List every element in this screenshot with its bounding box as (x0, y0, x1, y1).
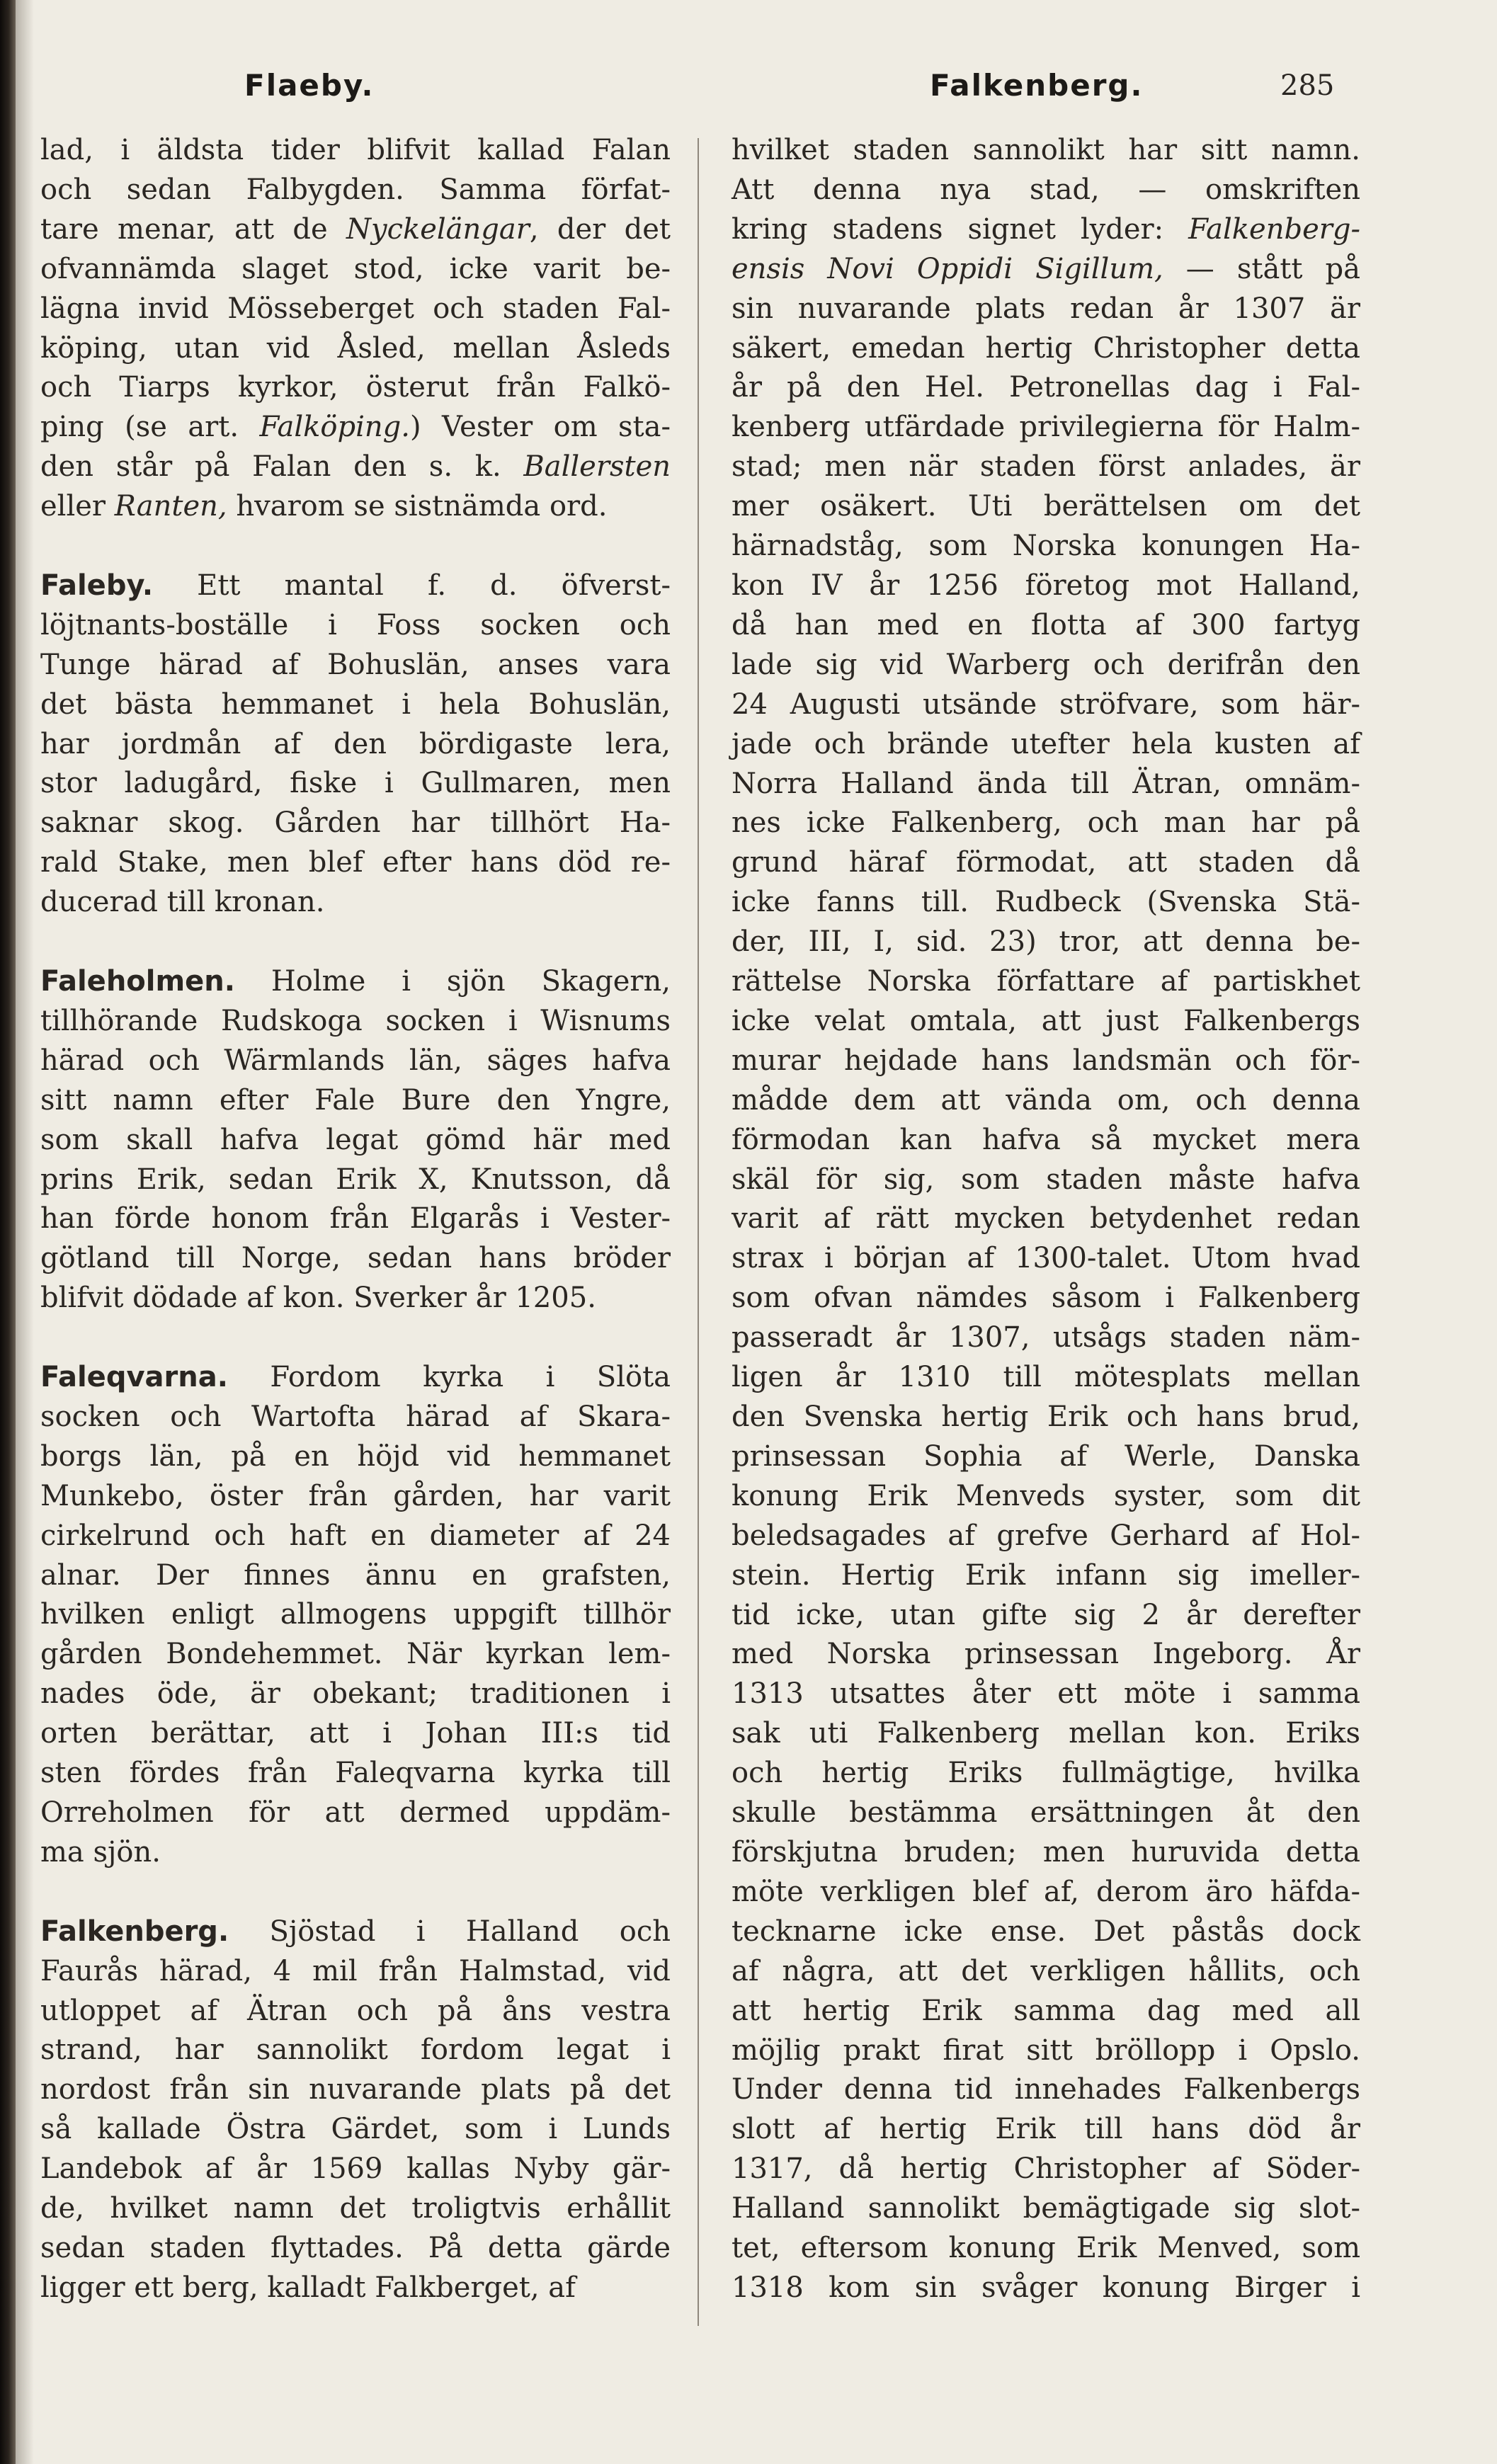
text-line: rättelse Norska författare af partiskhet (732, 965, 1360, 998)
text-line: cirkelrund och haft en diameter af 24 (40, 1519, 671, 1552)
text-line: och Tiarps kyrkor, österut från Falkö- (40, 371, 671, 404)
page-number: 285 (1280, 69, 1335, 102)
text-line: sitt namn efter Fale Bure den Yngre, (40, 1083, 671, 1117)
text-line: stad; men när staden först anlades, är (732, 450, 1360, 484)
text-line: icke fanns till. Rudbeck (Svenska Stä- (732, 886, 1360, 919)
paragraph-continuation (40, 131, 671, 527)
entry-falkenberg-continued (732, 131, 1360, 2308)
text-line: tet, eftersom konung Erik Menved, som (732, 2232, 1360, 2265)
text-line: tare menar, att de Nyckelängar, der det (40, 212, 671, 246)
text-line: socken och Wartofta härad af Skara- (40, 1400, 671, 1433)
text-line: Faurås härad, 4 mil från Halmstad, vid (40, 1954, 671, 1987)
text-line: kenberg utfärdade privilegierna för Halm- (732, 411, 1360, 444)
text-line: sten fördes från Faleqvarna kyrka till (40, 1757, 671, 1790)
text-line: slott af hertig Erik till hans död år (732, 2113, 1360, 2146)
text-line: Landebok af år 1569 kallas Nyby gär- (40, 2152, 671, 2186)
text-line: lägna invid Mösseberget och staden Fal- (40, 292, 671, 325)
entry-headword: Faleqvarna. (40, 1361, 228, 1394)
text-line: orten berättar, att i Johan III:s tid (40, 1717, 671, 1750)
text-line: saknar skog. Gården har tillhört Ha- (40, 806, 671, 840)
text-line: prinsessan Sophia af Werle, Danska (732, 1439, 1360, 1473)
text-line: skulle bestämma ersättningen åt den (732, 1796, 1360, 1830)
text-line: sin nuvarande plats redan år 1307 är (732, 292, 1360, 325)
text-line: att hertig Erik samma dag med all (732, 1994, 1360, 2027)
text-line: ma sjön. (40, 1835, 161, 1869)
text-line: nades öde, är obekant; traditionen i (40, 1677, 671, 1711)
text-line: ensis Novi Oppidi Sigillum, — stått på (732, 252, 1360, 285)
text-line: förmodan kan hafva så mycket mera (732, 1123, 1360, 1156)
text-line: köping, utan vid Åsled, mellan Åsleds (40, 331, 671, 365)
text-line: han förde honom från Elgarås i Vester- (40, 1202, 671, 1236)
text-line: hvilket staden sannolikt har sitt namn. (732, 134, 1360, 166)
text-line: sak uti Falkenberg mellan kon. Eriks (732, 1717, 1360, 1750)
text-line: Tunge härad af Bohuslän, anses vara (40, 648, 671, 681)
entry-headword: Falkenberg. (40, 1915, 229, 1948)
text-line: af några, att det verkligen hållits, och (732, 1954, 1360, 1987)
text-line: den Svenska hertig Erik och hans brud, (732, 1401, 1360, 1433)
text-line: götland till Norge, sedan hans bröder (40, 1242, 671, 1275)
right-column (732, 131, 1360, 2308)
text-line: härnadståg, som Norska konungen Ha- (732, 530, 1360, 563)
text-line: den står på Falan den s. k. Ballersten (40, 450, 671, 484)
text-line: stor ladugård, fiske i Gullmaren, men (40, 767, 671, 800)
text-line: strax i början af 1300-talet. Utom hvad (732, 1242, 1360, 1275)
text-line: gården Bondehemmet. När kyrkan lem- (40, 1638, 671, 1671)
text-line: lade sig vid Warberg och derifrån den (732, 648, 1360, 681)
text-line: der, III, I, sid. 23) tror, att denna be- (732, 925, 1360, 959)
text-line: mådde dem att vända om, och denna (732, 1083, 1360, 1117)
text-line: skäl för sig, som staden måste hafva (732, 1163, 1360, 1196)
text-line: med Norska prinsessan Ingeborg. År (732, 1638, 1360, 1671)
text-line: alnar. Der finnes ännu en grafsten, (40, 1558, 671, 1592)
text-line: mer osäkert. Uti berättelsen om det (732, 490, 1360, 523)
text-line: det bästa hemmanet i hela Bohuslän, (40, 688, 671, 721)
text-line: jade och brände utefter hela kusten af (732, 727, 1360, 760)
text-line: ping (se art. Falköping.) Vester om sta- (40, 411, 671, 444)
text-line: borgs län, på en höjd vid hemmanet (40, 1439, 671, 1473)
text-line: passeradt år 1307, utsågs staden näm- (732, 1321, 1360, 1354)
text-line: 1317, då hertig Christopher af Söder- (732, 2152, 1360, 2186)
text-line: lad, i äldsta tider blifvit kallad Falan (40, 134, 671, 166)
text-line: nes icke Falkenberg, och man har på (732, 806, 1360, 840)
text-line: sedan staden flyttades. På detta gärde (40, 2231, 671, 2264)
text-line: ducerad till kronan. (40, 886, 325, 919)
text-line: ofvannämda slaget stod, icke varit be- (40, 252, 671, 285)
left-column (40, 131, 671, 2308)
text-line: tid icke, utan gifte sig 2 år derefter (732, 1598, 1360, 1631)
text-line: eller Ranten, hvarom se sistnämda ord. (40, 490, 608, 523)
column-divider (698, 138, 699, 2326)
text-line: beledsagades af grefve Gerhard af Hol- (732, 1519, 1360, 1552)
text-line: som skall hafva legat gömd här med (40, 1123, 671, 1156)
text-line: grund häraf förmodat, att staden då (732, 846, 1360, 879)
text-line: kon IV år 1256 företog mot Halland, (732, 569, 1360, 602)
entry-falkenberg (40, 1912, 671, 2308)
text-line: prins Erik, sedan Erik X, Knutsson, då (40, 1163, 671, 1196)
text-line: ligen år 1310 till mötesplats mellan (732, 1361, 1360, 1394)
text-line: Under denna tid innehades Falkenbergs (732, 2073, 1360, 2106)
entry-faleby (40, 566, 671, 923)
text-line: har jordmån af den bördigaste lera, (40, 727, 671, 760)
text-line: år på den Hel. Petronellas dag i Fal- (732, 371, 1360, 404)
entry-headword: Faleby. (40, 569, 154, 602)
text-line: stein. Hertig Erik infann sig imeller- (732, 1558, 1360, 1592)
text-line: ligger ett berg, kalladt Falkberget, af (40, 2271, 576, 2304)
text-line: och sedan Falbygden. Samma förfat- (40, 173, 671, 206)
text-line: löjtnants-boställe i Foss socken och (40, 608, 671, 641)
text-line: 24 Augusti utsände ströfvare, som här- (732, 688, 1360, 721)
text-line: Falkenberg. Sjöstad i Halland och (40, 1915, 671, 1948)
text-line: hvilken enligt allmogens uppgift tillhör (40, 1598, 671, 1631)
text-line: strand, har sannolikt fordom legat i (40, 2034, 671, 2067)
text-line: konung Erik Menveds syster, som dit (732, 1479, 1360, 1512)
text-line: och hertig Eriks fullmägtige, hvilka (732, 1757, 1360, 1790)
book-spine-shadow (0, 0, 16, 2464)
text-line: tillhörande Rudskoga socken i Wisnums (40, 1004, 671, 1037)
text-line: möjlig prakt firat sitt bröllopp i Opslo. (732, 2034, 1360, 2067)
text-line: Munkebo, öster från gården, har varit (40, 1479, 671, 1512)
text-line: varit af rätt mycken betydenhet redan (732, 1202, 1360, 1236)
entry-faleqvarna (40, 1358, 671, 1873)
text-line: så kallade Östra Gärdet, som i Lunds (40, 2113, 671, 2146)
running-head-left: Flaeby. (244, 68, 375, 103)
text-line: 1313 utsattes åter ett möte i samma (732, 1677, 1360, 1711)
text-line: 1318 kom sin svåger konung Birger i (732, 2271, 1360, 2304)
text-line: då han med en flotta af 300 fartyg (732, 608, 1360, 641)
text-line: Orreholmen för att dermed uppdäm- (40, 1796, 671, 1830)
text-line: murar hejdade hans landsmän och för- (732, 1044, 1360, 1077)
text-line: rald Stake, men blef efter hans död re- (40, 846, 671, 879)
text-line: härad och Wärmlands län, säges hafva (40, 1044, 671, 1077)
text-line: Att denna nya stad, — omskriften (732, 173, 1360, 206)
text-line: tecknarne icke ense. Det påstås dock (732, 1915, 1360, 1948)
text-line: Faleholmen. Holme i sjön Skagern, (40, 965, 671, 998)
text-line: säkert, emedan hertig Christopher detta (732, 331, 1360, 365)
text-line: utloppet af Ätran och på åns vestra (40, 1994, 671, 2027)
text-line: de, hvilket namn det troligtvis erhållit (40, 2192, 671, 2225)
text-line: blifvit dödade af kon. Sverker år 1205. (40, 1282, 596, 1315)
text-line: nordost från sin nuvarande plats på det (40, 2073, 671, 2106)
text-line: som ofvan nämdes såsom i Falkenberg (732, 1282, 1360, 1315)
text-line: kring stadens signet lyder: Falkenberg- (732, 212, 1360, 246)
text-line: möte verkligen blef af, derom äro häfda- (732, 1875, 1360, 1908)
text-line: Halland sannolikt bemägtigade sig slot- (732, 2192, 1360, 2225)
text-line: icke velat omtala, att just Falkenbergs (732, 1004, 1360, 1037)
text-line: Faleby. Ett mantal f. d. öfverst- (40, 569, 671, 602)
text-line: Faleqvarna. Fordom kyrka i Slöta (40, 1361, 671, 1394)
gutter-shade (16, 0, 34, 2464)
entry-faleholmen (40, 962, 671, 1318)
text-line: förskjutna bruden; men huruvida detta (732, 1835, 1360, 1869)
running-head-right: Falkenberg. (930, 68, 1144, 103)
text-line: Norra Halland ända till Ätran, omnäm- (732, 767, 1360, 800)
entry-headword: Faleholmen. (40, 965, 235, 998)
